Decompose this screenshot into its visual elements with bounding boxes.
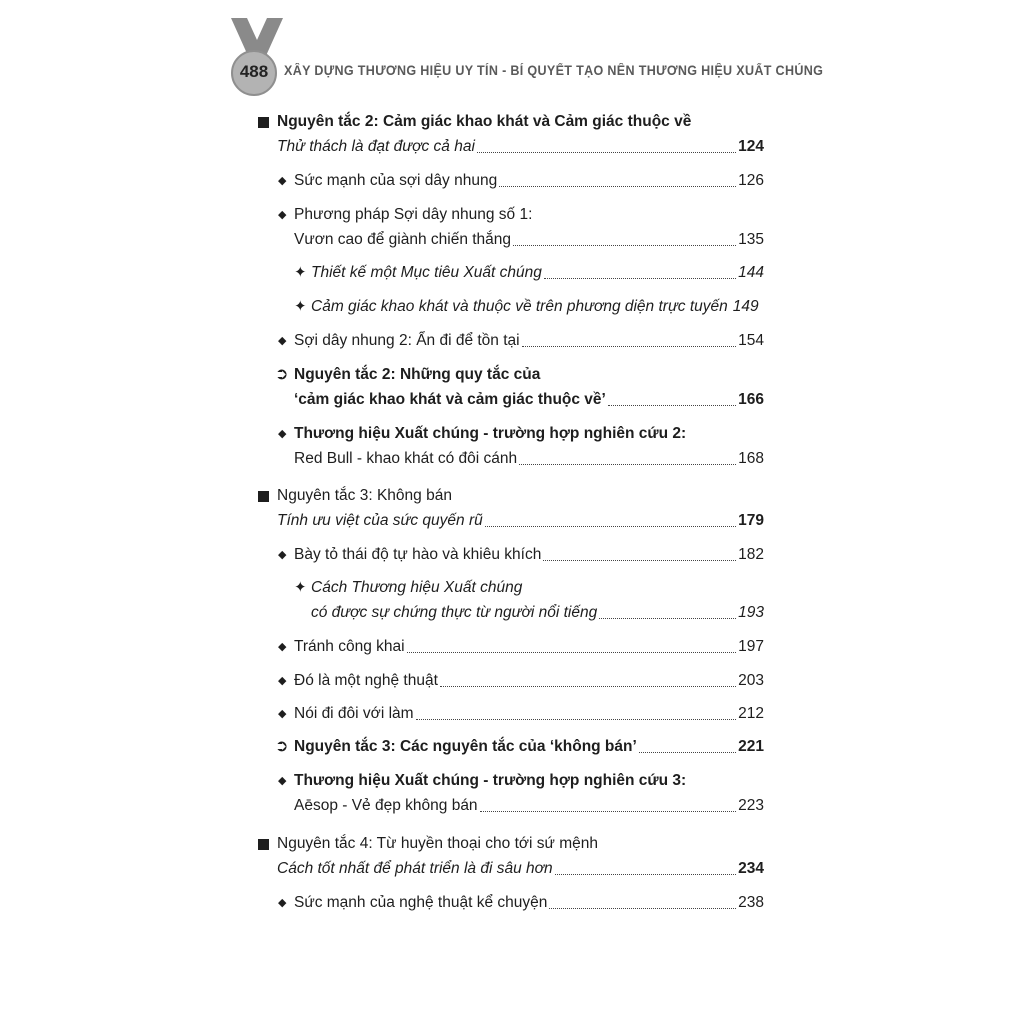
diamond-bullet-icon: ◆ — [278, 775, 287, 787]
cross-star-icon: ✦ — [294, 579, 307, 596]
page-ref: 234 — [738, 860, 764, 877]
diamond-bullet-icon: ◆ — [278, 897, 287, 909]
page-ref: 182 — [738, 546, 764, 563]
toc-entry-line: Phương pháp Sợi dây nhung số 1: — [294, 206, 533, 223]
cross-star-icon: ✦ — [294, 298, 307, 315]
page-ref: 126 — [738, 172, 764, 189]
toc-entry[interactable]: Cảm giác khao khát và thuộc về trên phương diện trực tuyến 149 — [311, 295, 764, 319]
page-ref: 135 — [738, 231, 764, 248]
section-subtitle: Cách tốt nhất để phát triển là đi sâu hơn — [277, 860, 553, 877]
toc-entry[interactable]: Sức mạnh của nghệ thuật kể chuyện 238 — [294, 891, 764, 915]
toc-entry[interactable]: Đó là một nghệ thuật 203 — [294, 669, 764, 693]
section-title: Nguyên tắc 4: Từ huyền thoại cho tới sứ mệnh — [277, 835, 598, 852]
page-ref: 168 — [738, 450, 764, 467]
diamond-bullet-icon: ◆ — [278, 641, 287, 653]
page-ref: 212 — [738, 705, 764, 722]
diamond-bullet-icon: ◆ — [278, 335, 287, 347]
diamond-bullet-icon: ◆ — [278, 675, 287, 687]
toc-entry[interactable]: Thiết kế một Mục tiêu Xuất chúng 144 — [311, 261, 764, 285]
page-ref: 166 — [738, 391, 764, 408]
section-subtitle: Tính ưu việt của sức quyến rũ — [277, 512, 483, 529]
arrow-right-icon: ➲ — [275, 738, 289, 755]
toc-entry[interactable]: Nguyên tắc 3: Các nguyên tắc của ‘không bán’ 221 — [294, 735, 764, 759]
toc-entry[interactable]: có được sự chứng thực từ người nổi tiếng 193 — [311, 601, 764, 625]
square-bullet-icon — [258, 491, 269, 502]
diamond-bullet-icon: ◆ — [278, 209, 287, 221]
cross-star-icon: ✦ — [294, 264, 307, 281]
toc-entry[interactable]: Nói đi đôi với làm 212 — [294, 702, 764, 726]
diamond-bullet-icon: ◆ — [278, 708, 287, 720]
toc-entry[interactable]: Aēsop - Vẻ đẹp không bán 223 — [294, 794, 764, 818]
toc-entry[interactable]: Red Bull - khao khát có đôi cánh 168 — [294, 447, 764, 471]
running-title: XÂY DỰNG THƯƠNG HIỆU UY TÍN - BÍ QUYẾT TẠO NÊN THƯƠNG HIỆU XUẤT CHÚNG — [284, 63, 824, 78]
page-ref: 144 — [738, 264, 764, 281]
toc-entry[interactable] — [277, 857, 764, 881]
dot-leader — [477, 151, 736, 153]
square-bullet-icon — [258, 117, 269, 128]
page-ref: 124 — [738, 138, 764, 155]
diamond-bullet-icon: ◆ — [278, 549, 287, 561]
arrow-right-icon: ➲ — [275, 366, 289, 383]
page-ref: 149 — [732, 298, 759, 315]
toc-entry[interactable] — [277, 509, 764, 533]
page-ref: 179 — [738, 512, 764, 529]
diamond-bullet-icon: ◆ — [278, 175, 287, 187]
page-number: 488 — [239, 62, 269, 81]
page-ref: 193 — [738, 604, 764, 621]
toc-entry[interactable]: Bày tỏ thái độ tự hào và khiêu khích 182 — [294, 543, 764, 567]
section-title: Nguyên tắc 3: Không bán — [277, 487, 452, 504]
toc-entry[interactable]: Sức mạnh của sợi dây nhung 126 — [294, 169, 764, 193]
square-bullet-icon — [258, 839, 269, 850]
section-title: Nguyên tắc 2: Cảm giác khao khát và Cảm giác thuộc về — [277, 113, 692, 130]
page-ref: 238 — [738, 894, 764, 911]
toc-entry[interactable]: ‘cảm giác khao khát và cảm giác thuộc về’ 166 — [294, 388, 764, 412]
page-ref: 203 — [738, 672, 764, 689]
page-ref: 197 — [738, 638, 764, 655]
page-ref: 154 — [738, 332, 764, 349]
page-ref: 223 — [738, 797, 764, 814]
toc-entry-line: Cách Thương hiệu Xuất chúng — [311, 579, 523, 596]
page-ref: 221 — [738, 738, 764, 755]
diamond-bullet-icon: ◆ — [278, 428, 287, 440]
toc-entry[interactable] — [277, 135, 764, 159]
toc-entry-line: Nguyên tắc 2: Những quy tắc của — [294, 366, 541, 383]
toc-entry[interactable]: Tránh công khai 197 — [294, 635, 764, 659]
toc-entry-line: Thương hiệu Xuất chúng - trường hợp nghiên cứu 2: — [294, 425, 687, 442]
toc-entry-line: Thương hiệu Xuất chúng - trường hợp nghiên cứu 3: — [294, 772, 687, 789]
toc-entry[interactable]: Vươn cao để giành chiến thắng 135 — [294, 228, 764, 252]
toc-entry[interactable]: Sợi dây nhung 2: Ẩn đi để tồn tại 154 — [294, 329, 764, 353]
section-subtitle: Thử thách là đạt được cả hai — [277, 138, 475, 155]
